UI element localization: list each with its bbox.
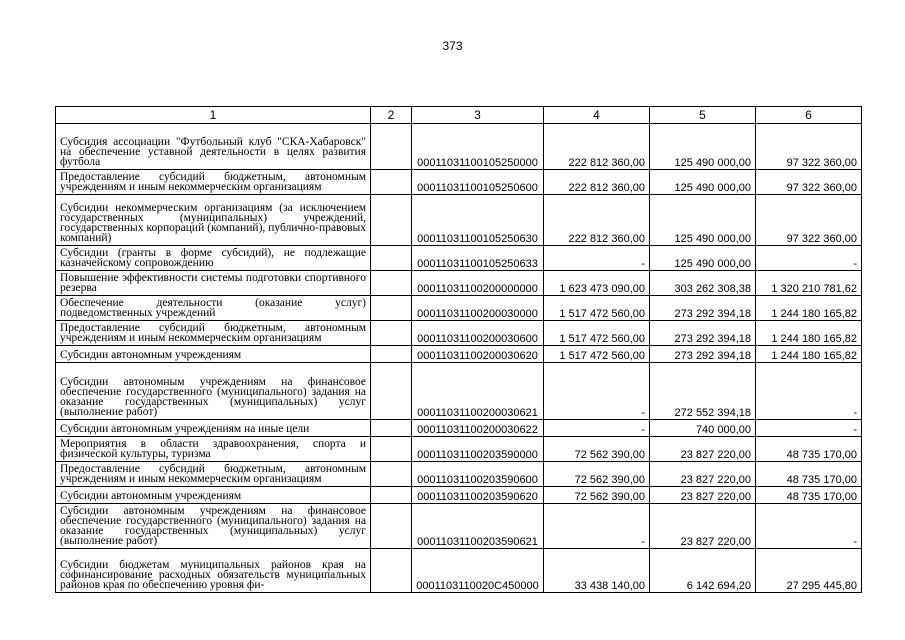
- table-row: [56, 504, 862, 549]
- row-value4-cell: 72 562 390,00: [544, 437, 650, 462]
- table-row: [56, 462, 862, 487]
- table-row: [56, 420, 862, 437]
- row-value5-cell: 303 262 308,38: [650, 271, 756, 296]
- row-value6-cell: 1 244 180 165,82: [756, 296, 862, 321]
- row-value6-cell: -: [756, 420, 862, 437]
- row-code-cell: 00011031100203590620: [412, 487, 544, 504]
- row-value6-cell: 48 735 170,00: [756, 437, 862, 462]
- row-value4-cell: -: [544, 420, 650, 437]
- row-name-cell: Предоставление субсидий бюджетным, автономным учреждениям и иным некоммерческим организациям: [56, 321, 371, 346]
- row-col2-cell: [371, 195, 412, 246]
- row-value4-cell: 1 623 473 090,00: [544, 271, 650, 296]
- table-row: [56, 271, 862, 296]
- row-code-cell: 00011031100105250600: [412, 170, 544, 195]
- row-value4-cell: 33 438 140,00: [544, 549, 650, 593]
- row-name-cell: Субсидии автономным учреждениям: [56, 487, 371, 504]
- row-value6-cell: 1 244 180 165,82: [756, 321, 862, 346]
- table-row: [56, 346, 862, 363]
- row-value5-cell: 273 292 394,18: [650, 296, 756, 321]
- row-code-cell: 00011031100200030000: [412, 296, 544, 321]
- row-value4-cell: 1 517 472 560,00: [544, 296, 650, 321]
- row-value6-cell: -: [756, 363, 862, 420]
- table-row: [56, 170, 862, 195]
- row-code-cell: 00011031100200030620: [412, 346, 544, 363]
- row-value4-cell: 222 812 360,00: [544, 195, 650, 246]
- table-row: [56, 124, 862, 170]
- row-name-cell: Субсидия ассоциации "Футбольный клуб "СКА-Хабаровск" на обеспечение уставной деятельности в целях развития футбола: [56, 124, 371, 170]
- row-value5-cell: 125 490 000,00: [650, 246, 756, 271]
- table-body: [56, 107, 862, 593]
- row-value4-cell: 72 562 390,00: [544, 462, 650, 487]
- row-value4-cell: 72 562 390,00: [544, 487, 650, 504]
- row-value5-cell: 273 292 394,18: [650, 346, 756, 363]
- row-code-cell: 00011031100203590621: [412, 504, 544, 549]
- row-name-cell: Повышение эффективности системы подготовки спортивного резерва: [56, 271, 371, 296]
- row-name-cell: Предоставление субсидий бюджетным, автономным учреждениям и иным некоммерческим организациям: [56, 170, 371, 195]
- row-name-cell: Субсидии бюджетам муниципальных районов края на софинансирование расходных обязательств муниципальных районов края по обеспечению уровня фи-: [56, 549, 371, 593]
- row-value6-cell: -: [756, 246, 862, 271]
- row-name-cell: Субсидии некоммерческим организациям (за исключением государственных (муниципальных) учреждений, государственных корпораций (компаний), публично-правовых компаний): [56, 195, 371, 246]
- table-row: [56, 437, 862, 462]
- row-value5-cell: 23 827 220,00: [650, 437, 756, 462]
- row-col2-cell: [371, 124, 412, 170]
- row-code-cell: 00011031100203590000: [412, 437, 544, 462]
- row-name-cell: Мероприятия в области здравоохранения, спорта и физической культуры, туризма: [56, 437, 371, 462]
- row-value6-cell: 97 322 360,00: [756, 170, 862, 195]
- row-col2-cell: [371, 420, 412, 437]
- row-code-cell: 00011031100105250633: [412, 246, 544, 271]
- row-code-cell: 00011031100105250000: [412, 124, 544, 170]
- row-value6-cell: -: [756, 504, 862, 549]
- row-name-cell: Субсидии (гранты в форме субсидий), не подлежащие казначейскому сопровождению: [56, 246, 371, 271]
- row-col2-cell: [371, 437, 412, 462]
- row-value5-cell: 740 000,00: [650, 420, 756, 437]
- row-col2-cell: [371, 487, 412, 504]
- row-value6-cell: 97 322 360,00: [756, 195, 862, 246]
- table-header-row: [56, 107, 862, 124]
- row-col2-cell: [371, 549, 412, 593]
- row-col2-cell: [371, 462, 412, 487]
- header-cell: 4: [544, 107, 650, 124]
- table-row: [56, 195, 862, 246]
- row-value4-cell: -: [544, 246, 650, 271]
- row-code-cell: 0001103110020С450000: [412, 549, 544, 593]
- row-name-cell: Субсидии автономным учреждениям: [56, 346, 371, 363]
- row-value5-cell: 272 552 394,18: [650, 363, 756, 420]
- row-code-cell: 00011031100203590600: [412, 462, 544, 487]
- table-row: [56, 321, 862, 346]
- row-col2-cell: [371, 296, 412, 321]
- row-col2-cell: [371, 246, 412, 271]
- row-value4-cell: -: [544, 504, 650, 549]
- row-value4-cell: 222 812 360,00: [544, 124, 650, 170]
- row-value5-cell: 23 827 220,00: [650, 462, 756, 487]
- header-cell: 5: [650, 107, 756, 124]
- row-code-cell: 00011031100200000000: [412, 271, 544, 296]
- header-cell: 3: [412, 107, 544, 124]
- row-col2-cell: [371, 346, 412, 363]
- row-col2-cell: [371, 363, 412, 420]
- page-number: 373: [442, 39, 463, 53]
- row-value5-cell: 273 292 394,18: [650, 321, 756, 346]
- row-value6-cell: 48 735 170,00: [756, 462, 862, 487]
- header-cell: 6: [756, 107, 862, 124]
- row-value5-cell: 6 142 694,20: [650, 549, 756, 593]
- budget-table: [55, 106, 862, 593]
- header-cell: 1: [56, 107, 371, 124]
- table-row: [56, 363, 862, 420]
- header-cell: 2: [371, 107, 412, 124]
- row-value4-cell: 222 812 360,00: [544, 170, 650, 195]
- row-name-cell: Предоставление субсидий бюджетным, автономным учреждениям и иным некоммерческим организациям: [56, 462, 371, 487]
- table-row: [56, 549, 862, 593]
- row-name-cell: Субсидии автономным учреждениям на иные цели: [56, 420, 371, 437]
- row-value6-cell: 27 295 445,80: [756, 549, 862, 593]
- row-col2-cell: [371, 170, 412, 195]
- row-col2-cell: [371, 321, 412, 346]
- row-code-cell: 00011031100200030621: [412, 363, 544, 420]
- table-row: [56, 487, 862, 504]
- row-value6-cell: 48 735 170,00: [756, 487, 862, 504]
- row-value6-cell: 1 320 210 781,62: [756, 271, 862, 296]
- row-value5-cell: 125 490 000,00: [650, 124, 756, 170]
- row-code-cell: 00011031100105250630: [412, 195, 544, 246]
- row-name-cell: Субсидии автономным учреждениям на финансовое обеспечение государственного (муниципального) задания на оказание государственных (муниципальных) услуг (выполнение работ): [56, 363, 371, 420]
- row-col2-cell: [371, 271, 412, 296]
- row-value4-cell: 1 517 472 560,00: [544, 346, 650, 363]
- row-value5-cell: 125 490 000,00: [650, 195, 756, 246]
- table-row: [56, 296, 862, 321]
- row-value6-cell: 97 322 360,00: [756, 124, 862, 170]
- row-value5-cell: 23 827 220,00: [650, 487, 756, 504]
- row-value4-cell: 1 517 472 560,00: [544, 321, 650, 346]
- row-value5-cell: 23 827 220,00: [650, 504, 756, 549]
- row-name-cell: Субсидии автономным учреждениям на финансовое обеспечение государственного (муниципального) задания на оказание государственных (муниципальных) услуг (выполнение работ): [56, 504, 371, 549]
- row-code-cell: 00011031100200030600: [412, 321, 544, 346]
- row-col2-cell: [371, 504, 412, 549]
- row-code-cell: 00011031100200030622: [412, 420, 544, 437]
- row-name-cell: Обеспечение деятельности (оказание услуг) подведомственных учреждений: [56, 296, 371, 321]
- row-value5-cell: 125 490 000,00: [650, 170, 756, 195]
- row-value6-cell: 1 244 180 165,82: [756, 346, 862, 363]
- row-value4-cell: -: [544, 363, 650, 420]
- table-row: [56, 246, 862, 271]
